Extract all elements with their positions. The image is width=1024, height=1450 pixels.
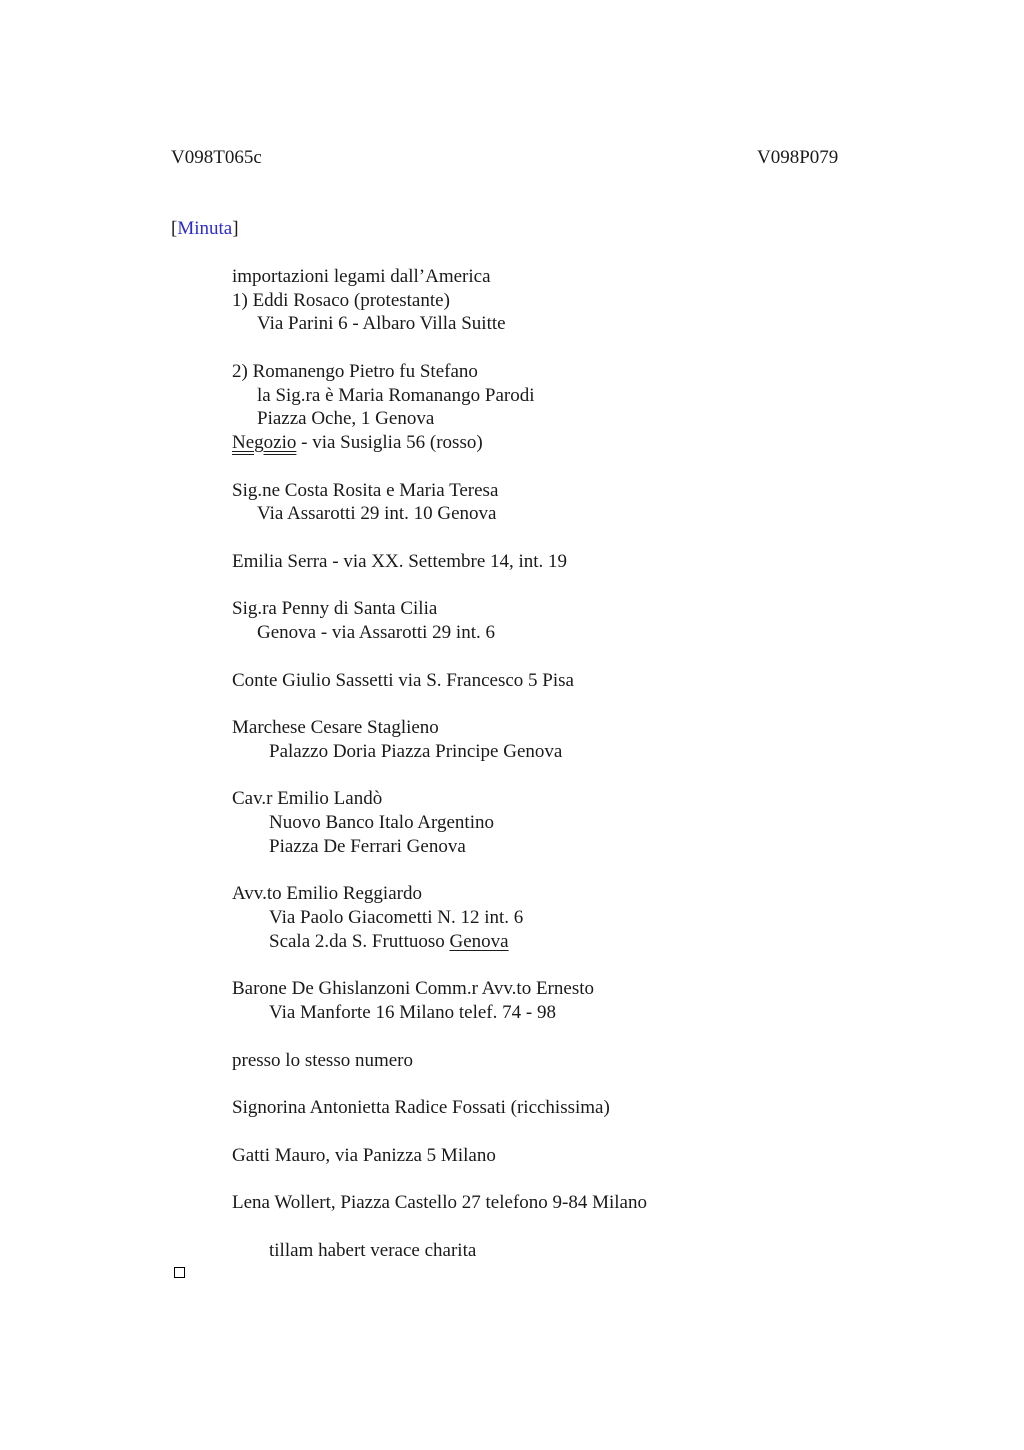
text-line: Signorina Antonietta Radice Fossati (ricchissima)	[232, 1097, 610, 1118]
header-right-code: V098P079	[757, 147, 839, 168]
text-line: Emilia Serra - via XX. Settembre 14, int. 19	[232, 551, 568, 572]
text-line: Piazza Oche, 1 Genova	[257, 408, 435, 429]
text-line: Conte Giulio Sassetti via S. Francesco 5 Pisa	[232, 670, 574, 691]
text-line	[269, 930, 509, 954]
text-segment: Scala 2.da S. Fruttuoso	[269, 931, 450, 952]
text-line: Barone De Ghislanzoni Comm.r Avv.to Ernesto	[232, 978, 594, 999]
text-line: Palazzo Doria Piazza Principe Genova	[269, 741, 563, 762]
text-line: Sig.ra Penny di Santa Cilia	[232, 598, 438, 619]
text-line: Cav.r Emilio Landò	[232, 788, 383, 809]
text-line: Via Paolo Giacometti N. 12 int. 6	[269, 907, 524, 928]
text-line: Nuovo Banco Italo Argentino	[269, 812, 494, 833]
text-line: Via Assarotti 29 int. 10 Genova	[257, 503, 497, 524]
text-line: la Sig.ra è Maria Romanango Parodi	[257, 385, 535, 406]
text-line: tillam habert verace charita	[269, 1240, 477, 1261]
minuta-link[interactable]: Minuta	[177, 218, 233, 239]
text-line: Marchese Cesare Staglieno	[232, 717, 439, 738]
text-segment: - via Susiglia 56 (rosso)	[296, 432, 483, 453]
text-line: Avv.to Emilio Reggiardo	[232, 883, 422, 904]
text-line: Lena Wollert, Piazza Castello 27 telefono 9-84 Milano	[232, 1192, 647, 1213]
text-line: Gatti Mauro, via Panizza 5 Milano	[232, 1145, 496, 1166]
text-line: importazioni legami dall’America	[232, 266, 491, 287]
text-line: 2) Romanengo Pietro fu Stefano	[232, 361, 478, 382]
text-line: Genova - via Assarotti 29 int. 6	[257, 622, 495, 643]
text-line	[232, 431, 483, 455]
header-left-code: V098T065c	[171, 147, 262, 168]
underlined-word: Negozio	[232, 432, 297, 453]
text-line: presso lo stesso numero	[232, 1050, 414, 1071]
text-line: Sig.ne Costa Rosita e Maria Teresa	[232, 480, 499, 501]
checkbox-square-icon	[174, 1267, 185, 1278]
minuta-label	[171, 217, 239, 241]
text-line: Via Parini 6 - Albaro Villa Suitte	[257, 313, 506, 334]
text-line: 1) Eddi Rosaco (protestante)	[232, 290, 450, 311]
bracket-open: [	[171, 218, 178, 239]
underlined-word: Genova	[449, 931, 509, 952]
bracket-close: ]	[232, 218, 239, 239]
text-line: Piazza De Ferrari Genova	[269, 836, 466, 857]
text-line: Via Manforte 16 Milano telef. 74 - 98	[269, 1002, 556, 1023]
